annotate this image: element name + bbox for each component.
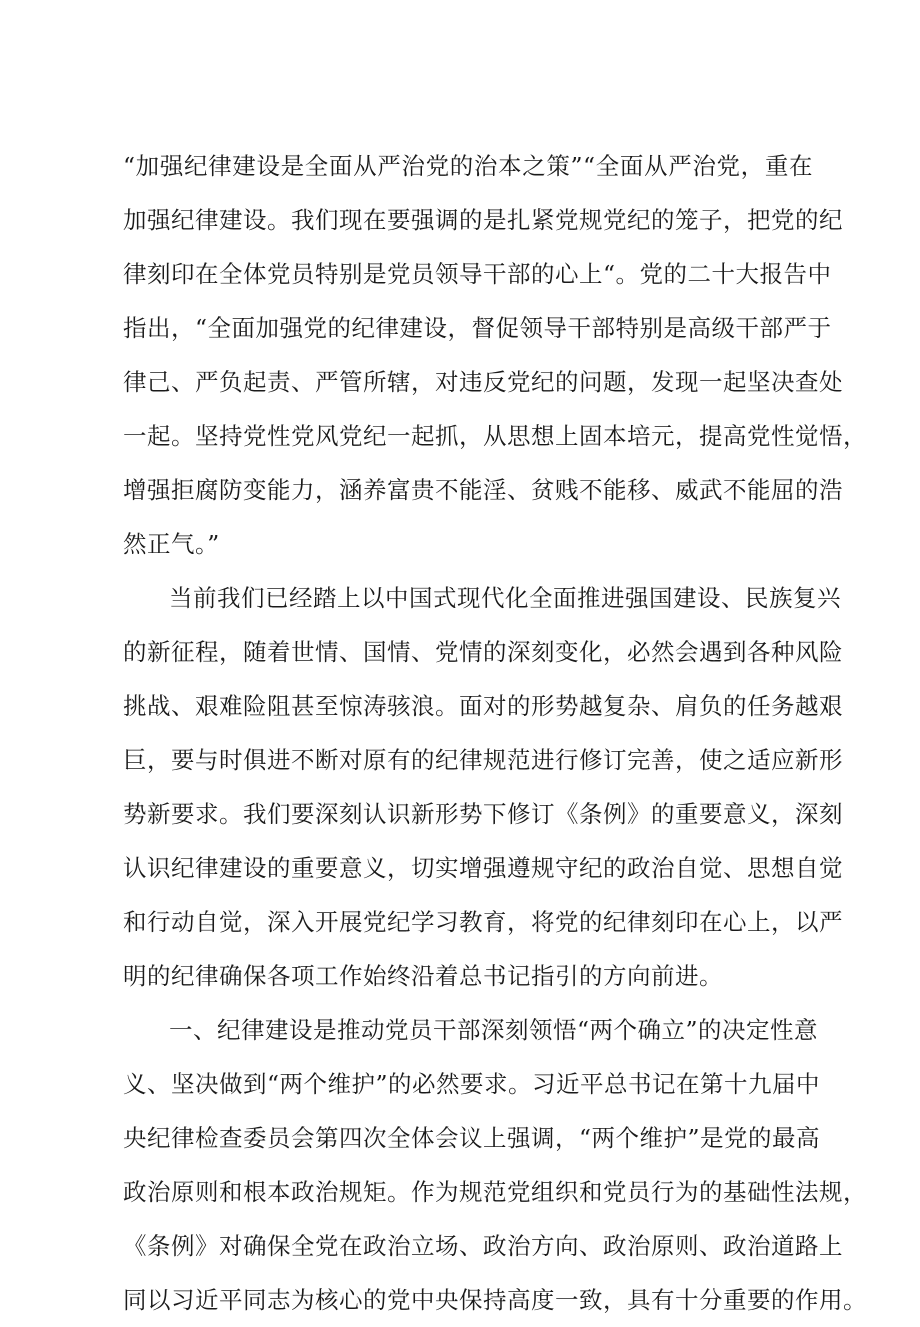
paragraph-1-line-6: 一起。坚持党性党风党纪一起抓，从思想上固本培元，提高党性觉悟， <box>123 422 867 450</box>
paragraph-2-line-6: 认识纪律建设的重要意义，切实增强遵规守纪的政治自觉、思想自觉 <box>123 854 843 882</box>
paragraph-3-line-1: 一、纪律建设是推动党员干部深刻领悟“两个确立”的决定性意 <box>169 1016 819 1044</box>
paragraph-3-line-5: 《条例》对确保全党在政治立场、政治方向、政治原则、政治道路上 <box>123 1232 843 1260</box>
paragraph-2-line-1: 当前我们已经踏上以中国式现代化全面推进强国建设、民族复兴 <box>169 584 841 612</box>
paragraph-3-line-4: 政治原则和根本政治规矩。作为规范党组织和党员行为的基础性法规， <box>123 1178 867 1206</box>
paragraph-1-line-4: 指出，“全面加强党的纪律建设，督促领导干部特别是高级干部严于 <box>123 314 832 342</box>
paragraph-1-line-7: 增强拒腐防变能力，涵养富贵不能淫、贫贱不能移、威武不能屈的浩 <box>123 476 843 504</box>
paragraph-2-line-3: 挑战、艰难险阻甚至惊涛骇浪。面对的形势越复杂、肩负的任务越艰 <box>123 692 843 720</box>
paragraph-1-line-3: 律刻印在全体党员特别是党员领导干部的心上“。党的二十大报告中 <box>123 260 832 288</box>
paragraph-1-line-5: 律己、严负起责、严管所辖，对违反党纪的问题，发现一起坚决查处 <box>123 368 843 396</box>
paragraph-3-line-2: 义、坚决做到“两个维护”的必然要求。习近平总书记在第十九届中 <box>123 1070 821 1098</box>
paragraph-3-line-3: 央纪律检查委员会第四次全体会议上强调，“两个维护”是党的最高 <box>123 1124 821 1152</box>
paragraph-2-line-7: 和行动自觉，深入开展党纪学习教育，将党的纪律刻印在心上，以严 <box>123 908 843 936</box>
paragraph-2-line-4: 巨，要与时俱进不断对原有的纪律规范进行修订完善，使之适应新形 <box>123 746 843 774</box>
document-body <box>123 139 867 1327</box>
paragraph-1-line-1: “加强纪律建设是全面从严治党的治本之策”“全面从严治党，重在 <box>123 152 813 180</box>
paragraph-2-line-5: 势新要求。我们要深刻认识新形势下修订《条例》的重要意义，深刻 <box>123 800 843 828</box>
paragraph-1-line-2: 加强纪律建设。我们现在要强调的是扎紧党规党纪的笼子，把党的纪 <box>123 206 843 234</box>
paragraph-2-line-2: 的新征程，随着世情、国情、党情的深刻变化，必然会遇到各种风险 <box>123 638 843 666</box>
paragraph-3-line-6: 同以习近平同志为核心的党中央保持高度一致，具有十分重要的作用。 <box>123 1286 867 1314</box>
paragraph-1-line-8: 然正气。” <box>123 530 220 558</box>
paragraph-2-line-8: 明的纪律确保各项工作始终沿着总书记指引的方向前进。 <box>123 962 723 990</box>
